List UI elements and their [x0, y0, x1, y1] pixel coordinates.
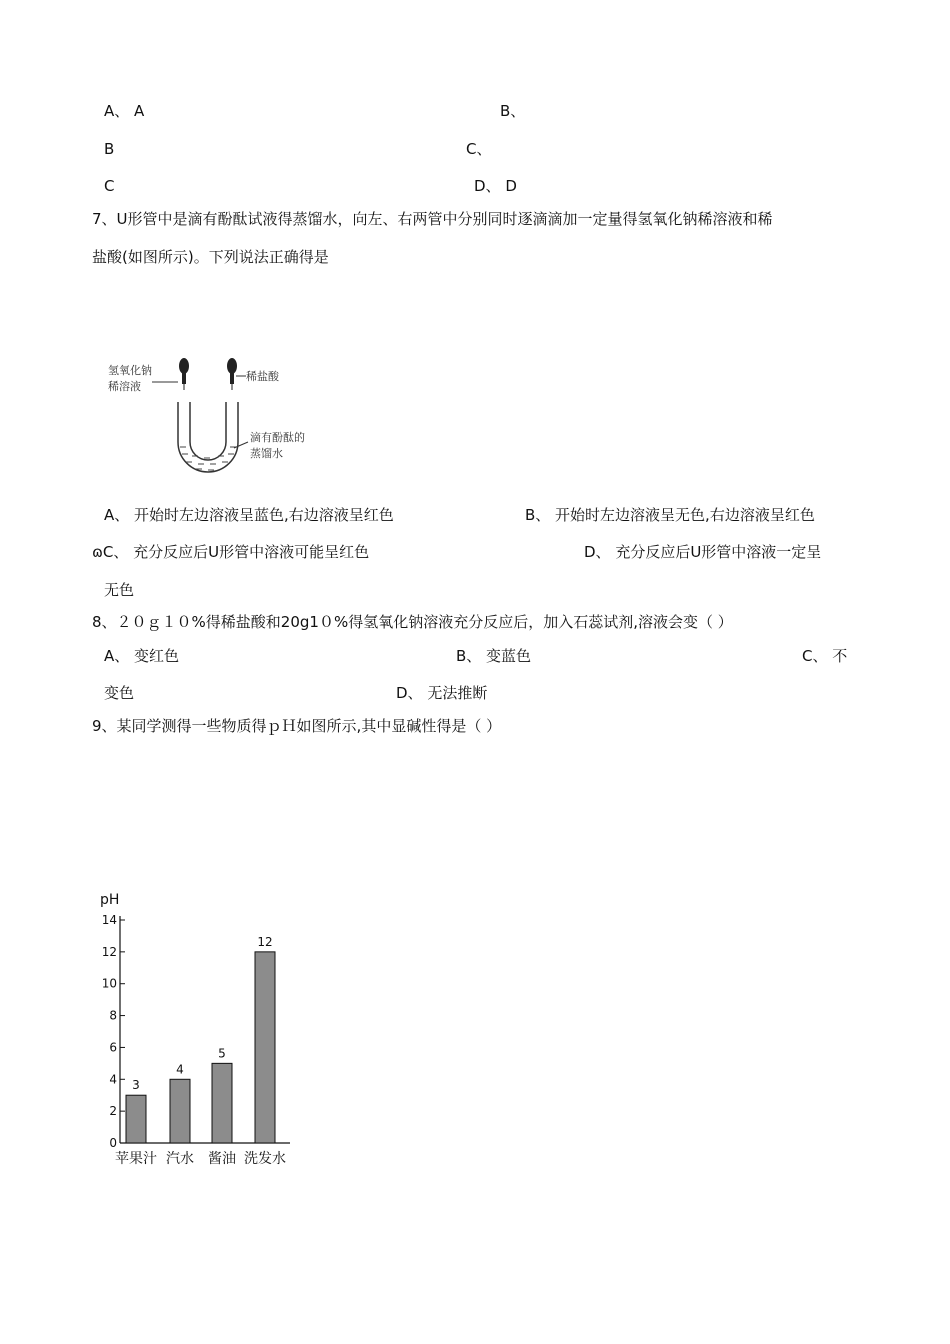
bar-data-label: 3 [132, 1078, 140, 1093]
label-naoh-line1: 氢氧化钠 [108, 364, 152, 377]
q7-option-a: A、 开始时左边溶液呈蓝色,右边溶液呈红色 [104, 506, 394, 524]
y-tick-label: 6 [109, 1040, 117, 1055]
x-category-label: 洗发水 [244, 1151, 286, 1167]
label-water-line1: 滴有酚酞的 [250, 431, 305, 444]
y-tick-label: 2 [109, 1104, 117, 1119]
q6-option-d: D、 D [474, 177, 517, 195]
q8-option-a: A、 变红色 [104, 647, 180, 665]
x-category-label: 苹果汁 [115, 1151, 157, 1167]
bar-data-label: 4 [176, 1062, 184, 1077]
q7-option-d-cont: 无色 [104, 581, 135, 599]
q8-option-c: C、 不 [802, 647, 848, 665]
q6-option-b: B、 [500, 102, 526, 120]
y-tick-label: 10 [101, 976, 117, 991]
x-category-label: 酱油 [208, 1151, 236, 1167]
q7-option-d: D、 充分反应后U形管中溶液一定呈 [584, 543, 822, 561]
q7-stem-line2: 盐酸(如图所示)。下列说法正确得是 [92, 248, 329, 266]
bar [212, 1063, 232, 1143]
y-tick-label: 12 [101, 944, 117, 959]
bar-data-label: 5 [218, 1046, 226, 1061]
q7-option-b: B、 开始时左边溶液呈无色,右边溶液呈红色 [525, 506, 815, 524]
y-tick-label: 0 [109, 1136, 117, 1150]
label-hcl: 稀盐酸 [246, 370, 279, 383]
label-water-line2: 蒸馏水 [250, 447, 283, 460]
ph-bar-chart [90, 880, 310, 1180]
y-tick-label: 8 [109, 1008, 117, 1023]
q6-option-b-value: B [104, 140, 115, 158]
q7-option-c: ɷC、 充分反应后U形管中溶液可能呈红色 [92, 543, 370, 561]
bar-data-label: 12 [257, 934, 273, 949]
q9-stem: 9、某同学测得一些物质得ｐＨ如图所示,其中显碱性得是（ ） [92, 717, 502, 735]
q8-option-b: B、 变蓝色 [456, 647, 532, 665]
left-dropper-icon [179, 358, 189, 390]
y-axis-label: pH [100, 892, 120, 908]
label-naoh-line2: 稀溶液 [108, 380, 141, 393]
q6-option-a: A、 A [104, 102, 145, 120]
x-category-label: 汽水 [166, 1151, 194, 1167]
bar [255, 952, 275, 1143]
bar [170, 1079, 190, 1143]
right-dropper-icon [227, 358, 237, 390]
y-tick-label: 4 [109, 1072, 117, 1087]
q8-option-c-cont: 变色 [104, 684, 135, 702]
y-tick-label: 14 [101, 913, 117, 927]
q8-stem: 8、２０ｇ１０%得稀盐酸和20g1０%得氢氧化钠溶液充分反应后，加入石蕊试剂,溶液会变（ ） [92, 613, 733, 631]
bar [126, 1095, 146, 1143]
u-tube-inner [190, 402, 226, 460]
q8-option-d: D、 无法推断 [396, 684, 488, 702]
u-tube-figure [100, 352, 340, 482]
q7-stem-line1: 7、U形管中是滴有酚酞试液得蒸馏水，向左、右两管中分别同时逐滴滴加一定量得氢氧化钠稀溶液和稀 [92, 210, 773, 228]
q6-option-c: C、 [466, 140, 492, 158]
liquid [180, 447, 236, 470]
q6-option-c-value: C [104, 177, 115, 195]
